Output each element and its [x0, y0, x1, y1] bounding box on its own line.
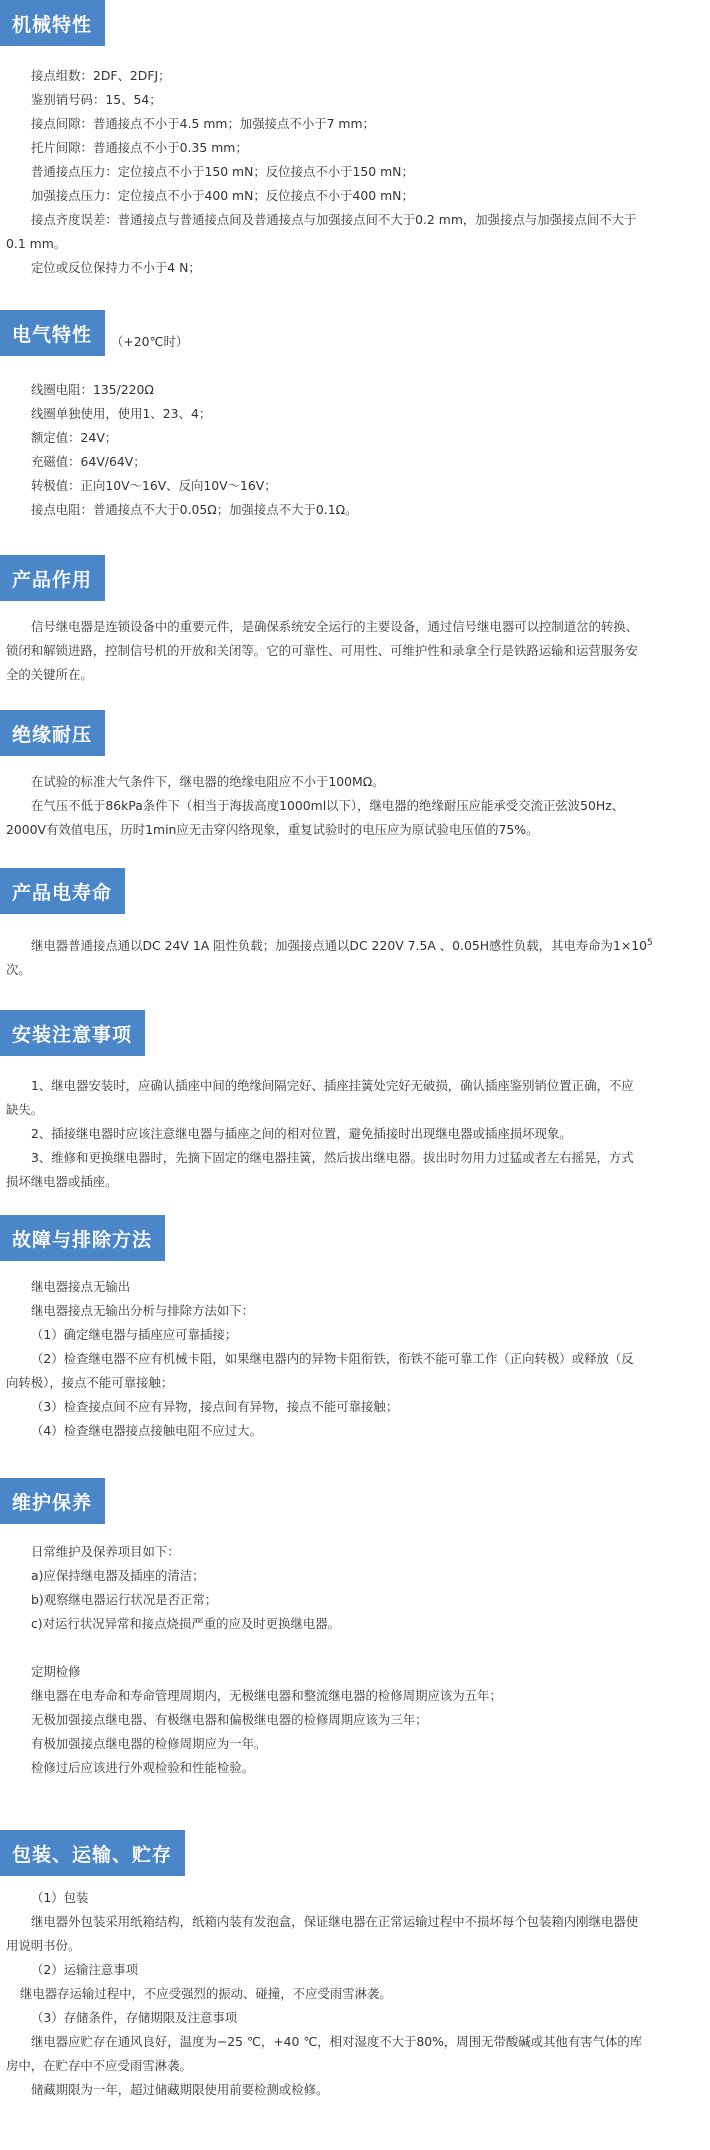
section-installation: [0, 1010, 710, 1194]
text-line: 1、继电器安装时，应确认插座中间的绝缘间隔完好、插座挂簧处完好无破损，确认插座鉴别销位置正确，不应: [31, 1078, 634, 1093]
text-line: 在气压不低于86kPa条件下（相当于海拔高度1000ml以下），继电器的绝缘耐压应能承受交流正弦波50Hz、: [31, 798, 625, 813]
text-line: 继电器接点无输出: [31, 1279, 131, 1294]
text-line: 加强接点压力：定位接点不小于400 mN；反位接点不小于400 mN；: [31, 188, 414, 203]
text-line: （3）存储条件，存储期限及注意事项: [31, 2010, 238, 2025]
text-line: 损坏继电器或插座。: [6, 1174, 118, 1189]
text-line: 次。: [6, 962, 31, 977]
text-line: [0, 934, 710, 958]
section-function: [0, 555, 710, 687]
text-line: （1）确定继电器与插座应可靠插接；: [31, 1327, 238, 1342]
text-line: a)应保持继电器及插座的清洁；: [31, 1568, 205, 1583]
text-line: 全的关键所在。: [6, 667, 93, 682]
text-line: 继电器存运输过程中，不应受强烈的振动、碰撞，不应受雨雪淋袭。: [20, 1986, 392, 2001]
text-line: 线圈电阻：135/220Ω: [31, 382, 154, 397]
section-title: 安装注意事项: [0, 1010, 145, 1056]
text-line: 接点间隙：普通接点不小于4.5 mm；加强接点不小于7 mm；: [31, 116, 375, 131]
text-line: （1）包装: [31, 1890, 89, 1905]
text-line: 接点齐度误差：普通接点与普通接点间及普通接点与加强接点间不大于0.2 mm，加强接点与加强接点间不大于: [31, 212, 637, 227]
text-line: 向转极），接点不能可靠接触；: [6, 1375, 174, 1390]
text-line: 储藏期限为一年，超过储藏期限使用前要检测或检修。: [31, 2082, 329, 2097]
text-line: 接点电阻：普通接点不大于0.05Ω；加强接点不大于0.1Ω。: [31, 502, 358, 517]
section-title: 故障与排除方法: [0, 1215, 165, 1261]
text-line: 线圈单独使用，使用1、23、4；: [31, 406, 212, 421]
text-line: （2）检查继电器不应有机械卡阻，如果继电器内的异物卡阻衔铁，衔铁不能可靠工作（正向转极）或释放（反: [31, 1351, 634, 1366]
text-line: 定位或反位保持力不小于4 N；: [31, 260, 201, 275]
section-lifetime: [0, 868, 710, 982]
text-line: 缺失。: [6, 1102, 44, 1117]
text-line: 3、维修和更换继电器时，先摘下固定的继电器挂簧，然后拔出继电器。拔出时勿用力过猛或者左右摇晃，方式: [31, 1150, 634, 1165]
section-title: 绝缘耐压: [0, 710, 105, 756]
section-mechanical: [0, 0, 710, 280]
text-line: 锁闭和解锁进路，控制信号机的开放和关闭等。它的可靠性、可用性、可维护性和录拿全行是铁路运输和运营服务安: [6, 643, 638, 658]
text-line: 额定值：24V；: [31, 430, 118, 445]
text-line: 无极加强接点继电器、有极继电器和偏极继电器的检修周期应该为三年；: [31, 1712, 428, 1727]
section-maintenance: [0, 1478, 710, 1780]
text-line: （3）检查接点间不应有异物，接点间有异物，接点不能可靠接触；: [31, 1399, 399, 1414]
section-troubleshooting: [0, 1215, 710, 1443]
text-line: 继电器在电寿命和寿命管理周期内，无极继电器和整流继电器的检修周期应该为五年；: [31, 1688, 502, 1703]
text-line: 转极值：正向10V～16V、反向10V～16V；: [31, 478, 277, 493]
text-line: 房中，在贮存中不应受雨雪淋袭。: [6, 2058, 192, 2073]
section-title: 产品电寿命: [0, 868, 125, 914]
text-line: 鉴别销号码：15、54；: [31, 92, 162, 107]
text-line: 充磁值：64V/64V；: [31, 454, 146, 469]
exponent: 5: [646, 937, 653, 948]
text-line: 日常维护及保养项目如下：: [31, 1544, 180, 1559]
lifetime-text: 继电器普通接点通以DC 24V 1A 阻性负载；加强接点通以DC 220V 7.5A 、0.05H感性负载，其电寿命为1×10: [31, 938, 647, 953]
text-line: （2）运输注意事项: [31, 1962, 139, 1977]
text-line: c)对运行状况异常和接点烧损严重的应及时更换继电器。: [31, 1616, 341, 1631]
text-line: 接点组数：2DF、2DFJ；: [31, 68, 171, 83]
section-title: 包装、运输、贮存: [0, 1830, 185, 1876]
section-title: 电气特性: [0, 310, 105, 356]
section-title: 机械特性: [0, 0, 105, 46]
text-line: 定期检修: [31, 1664, 81, 1679]
text-line: 用说明书份。: [6, 1938, 81, 1953]
text-line: 普通接点压力：定位接点不小于150 mN；反位接点不小于150 mN；: [31, 164, 414, 179]
section-note: （+20℃时）: [111, 334, 189, 349]
text-line: 0.1 mm。: [6, 236, 67, 251]
text-line: 继电器接点无输出分析与排除方法如下：: [31, 1303, 255, 1318]
text-line: 在试验的标准大气条件下，继电器的绝缘电阻应不小于100MΩ。: [31, 774, 385, 789]
text-line: 托片间隙：普通接点不小于0.35 mm；: [31, 140, 248, 155]
text-line: 继电器外包装采用纸箱结构，纸箱内装有发泡盒，保证继电器在正常运输过程中不损坏每个包装箱内刚继电器使: [31, 1914, 639, 1929]
text-line: 有极加强接点继电器的检修周期应为一年。: [31, 1736, 267, 1751]
text-line: 2000V有效值电压，历时1min应无击穿闪络现象，重复试验时的电压应为原试验电压值的75%。: [6, 822, 539, 837]
section-insulation: [0, 710, 710, 842]
text-line: b)观察继电器运行状况是否正常；: [31, 1592, 218, 1607]
text-line: （4）检查继电器接点接触电阻不应过大。: [31, 1423, 262, 1438]
text-line: 信号继电器是连锁设备中的重要元件，是确保系统安全运行的主要设备，通过信号继电器可以控制道岔的转换、: [31, 619, 639, 634]
text-line: 检修过后应该进行外观检验和性能检验。: [31, 1760, 255, 1775]
section-electrical: [0, 310, 710, 522]
section-packaging: [0, 1830, 710, 2102]
section-title: 维护保养: [0, 1478, 105, 1524]
text-line: 2、插接继电器时应该注意继电器与插座之间的相对位置，避免插接时出现继电器或插座损坏现象。: [31, 1126, 572, 1141]
text-line: 继电器应贮存在通风良好，温度为−25 ℃，+40 ℃，相对湿度不大于80%，周围无带酸碱或其他有害气体的库: [31, 2034, 643, 2049]
section-title: 产品作用: [0, 555, 105, 601]
